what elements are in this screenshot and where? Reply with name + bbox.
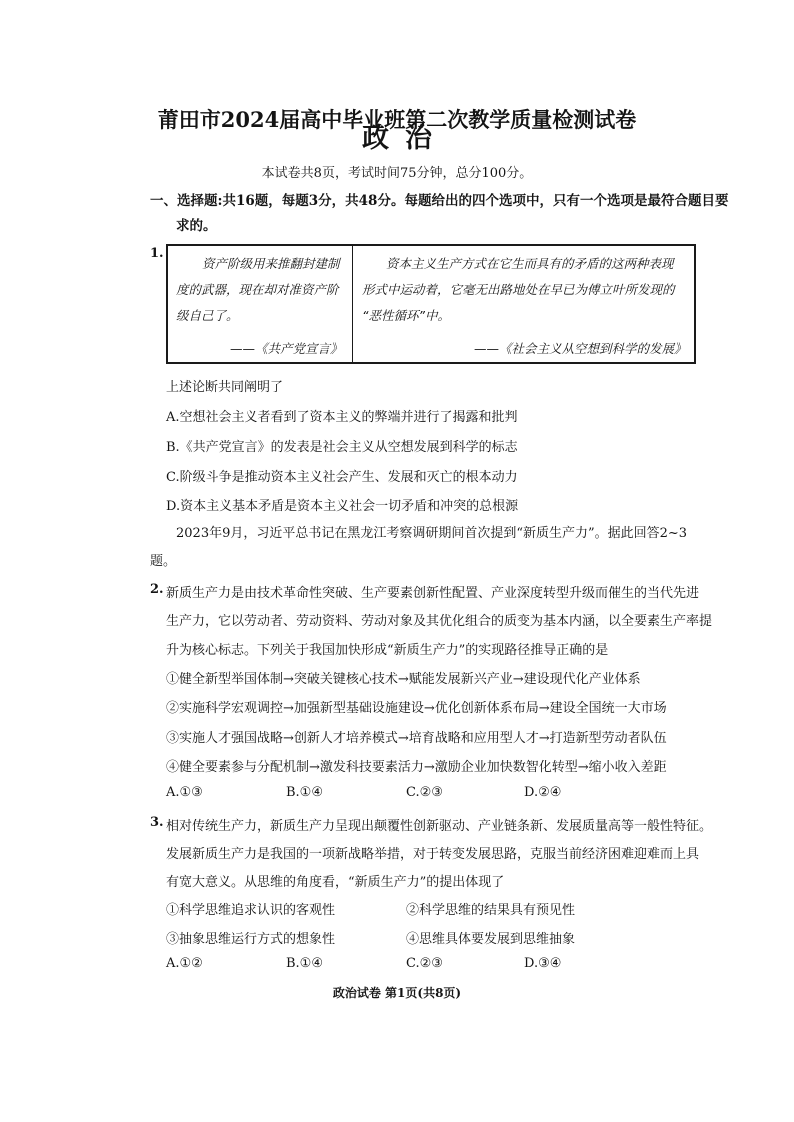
statement-item: ②实施科学宏观调控→加强新型基础设施建设→优化创新体系布局→建设全国统一大市场 (166, 701, 667, 716)
exam-title: 莆田市2024届高中毕业班第二次教学质量检测试卷 (157, 107, 637, 132)
option-c: C.阶级斗争是推动资本主义社会产生、发展和灭亡的根本动力 (166, 470, 518, 485)
quote-left-line: 级自己了。 (176, 308, 239, 323)
option-d: D.②④ (524, 785, 562, 800)
statement-item: ①科学思维追求认识的客观性 (166, 903, 336, 918)
option-a: A.空想社会主义者看到了资本主义的弊端并进行了揭露和批判 (166, 410, 518, 425)
option-a: A.①③ (166, 785, 203, 800)
question-number-3: 3. (150, 815, 164, 830)
question-stem: 相对传统生产力，新质生产力呈现出颠覆性创新驱动、产业链条新、发展质量高等一般性特征。 (166, 819, 713, 834)
quote-table (166, 244, 696, 364)
section-heading: 一、选择题:共16题，每题3分，共48分。每题给出的四个选项中，只有一个选项是最符合题目要 (150, 193, 729, 209)
material-text: 2023年9月，习近平总书记在黑龙江考察调研期间首次提到“新质生产力”。据此回答2~3 (176, 526, 688, 541)
material-text-cont: 题。 (150, 554, 177, 569)
exam-info: 本试卷共8页，考试时间75分钟，总分100分。 (261, 166, 533, 181)
question-stem: 生产力，它以劳动者、劳动资料、劳动对象及其优化组合的质变为基本内涵，以全要素生产率提 (166, 614, 713, 629)
page-footer: 政治试卷 第1页(共8页) (332, 986, 462, 1000)
question-stem: 升为核心标志。下列关于我国加快形成“新质生产力”的实现路径推导正确的是 (166, 643, 609, 658)
statement-item: ①健全新型举国体制→突破关键核心技术→赋能发展新兴产业→建设现代化产业体系 (166, 672, 641, 687)
option-d: D.资本主义基本矛盾是资本主义社会一切矛盾和冲突的总根源 (166, 499, 519, 514)
quote-right-line: “恶性循环”中。 (362, 308, 450, 323)
option-c: C.②③ (406, 785, 443, 800)
question-stem: 新质生产力是由技术革命性突破、生产要素创新性配置、产业深度转型升级而催生的当代先进 (166, 586, 700, 601)
option-a: A.①② (166, 956, 203, 971)
question-stem: 发展新质生产力是我国的一项新战略举措，对于转变发展思路，克服当前经济困难迎难而上具 (166, 847, 700, 862)
subject-title: 政治 (362, 123, 448, 154)
quote-right-line: 资本主义生产方式在它生而具有的矛盾的这两种表现 (386, 256, 674, 271)
option-c: C.②③ (406, 956, 443, 971)
statement-item: ④健全要素参与分配机制→激发科技要素活力→激励企业加快数智化转型→缩小收入差距 (166, 760, 667, 775)
option-b: B.《共产党宣言》的发表是社会主义从空想发展到科学的标志 (166, 440, 518, 455)
quote-left-line: 度的武器，现在却对准资产阶 (176, 282, 339, 297)
section-heading-cont: 求的。 (176, 218, 217, 234)
quote-left-line: 资产阶级用来推翻封建制 (202, 256, 340, 271)
statement-item: ④思维具体要发展到思维抽象 (406, 932, 576, 947)
statement-item: ③抽象思维运行方式的想象性 (166, 932, 336, 947)
question-number-1: 1. (150, 246, 164, 261)
option-b: B.①④ (286, 956, 323, 971)
question-stem: 上述论断共同阐明了 (166, 380, 284, 395)
quote-right-line: 形式中运动着，它毫无出路地处在早已为傅立叶所发现的 (362, 282, 675, 297)
statement-item: ②科学思维的结果具有预见性 (406, 903, 576, 918)
quote-left-cell (168, 246, 353, 362)
option-d: D.③④ (524, 956, 562, 971)
question-number-2: 2. (150, 582, 164, 597)
question-stem: 有宽大意义。从思维的角度看，“新质生产力”的提出体现了 (166, 875, 505, 890)
quote-right-source: ——《社会主义从空想到科学的发展》 (474, 341, 687, 356)
option-b: B.①④ (286, 785, 323, 800)
quote-left-source: ——《共产党宣言》 (230, 341, 343, 356)
statement-item: ③实施人才强国战略→创新人才培养模式→培育战略和应用型人才→打造新型劳动者队伍 (166, 731, 667, 746)
